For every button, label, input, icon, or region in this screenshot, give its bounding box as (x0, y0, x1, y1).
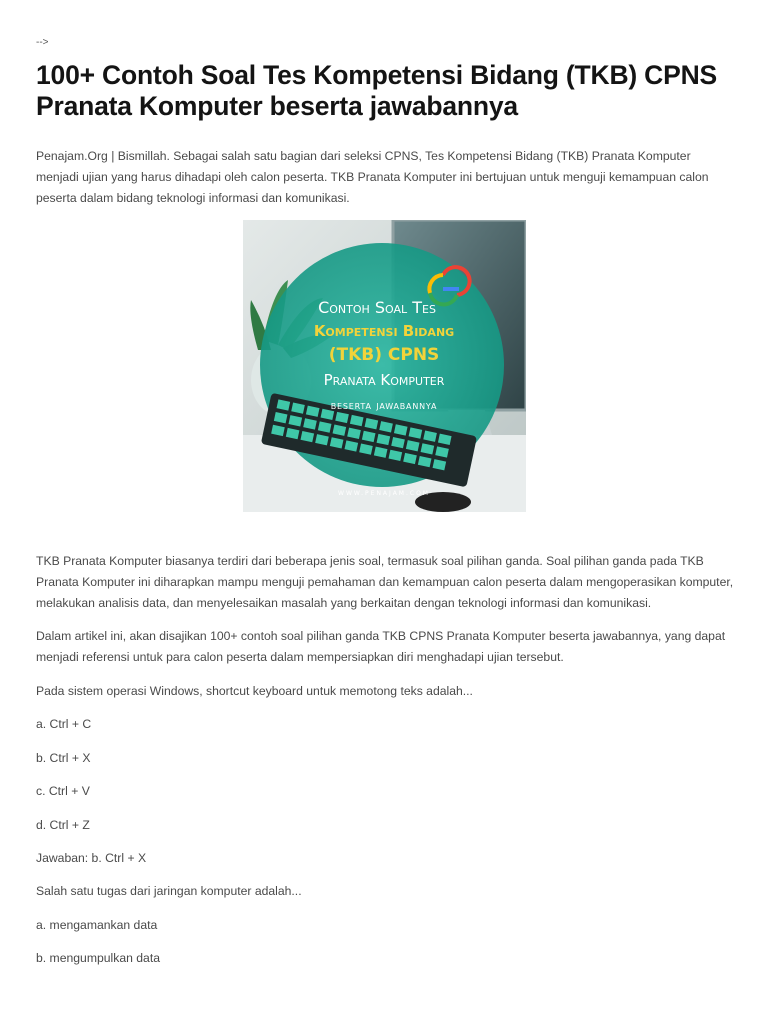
question-2-option-b: b. mengumpulkan data (36, 951, 160, 965)
paragraph-article-scope: Dalam artikel ini, akan disajikan 100+ contoh soal pilihan ganda TKB CPNS Pranata Komputer beserta jawabannya, yang dapat menjadi referensi untuk para calon peserta dalam mempersiapkan diri menghadapi ujian tersebut. (36, 629, 726, 664)
question-1-option-c: c. Ctrl + V (36, 784, 90, 798)
question-2-option-a: a. mengamankan data (36, 918, 158, 932)
hero-line-5: beserta jawabannya (330, 398, 438, 412)
hero-image (243, 220, 526, 512)
hero-line-4: Pranata Komputer (323, 371, 445, 389)
article-title: 100+ Contoh Soal Tes Kompetensi Bidang (TKB) CPNS Pranata Komputer beserta jawabannya (36, 60, 717, 121)
question-1-option-b: b. Ctrl + X (36, 751, 91, 765)
hero-line-3: (TKB) CPNS (328, 345, 440, 365)
question-1-answer: Jawaban: b. Ctrl + X (36, 851, 147, 865)
stray-comment-text: --> (36, 37, 49, 48)
question-1: Pada sistem operasi Windows, shortcut keyboard untuk memotong teks adalah... (36, 684, 473, 698)
hero-line-2: Kompetensi Bidang (313, 322, 455, 340)
hero-line-1: Contoh Soal Tes (318, 298, 436, 317)
question-1-option-d: d. Ctrl + Z (36, 818, 90, 832)
question-1-option-a: a. Ctrl + C (36, 717, 92, 731)
article-intro: Penajam.Org | Bismillah. Sebagai salah satu bagian dari seleksi CPNS, Tes Kompetensi Bidang (TKB) Pranata Komputer menjadi ujian yang harus dihadapi oleh calon peserta. TKB Pranata Komputer ini bertujuan untuk menguji kemampuan calon peserta dalam bidang teknologi informasi dan komunikasi. (36, 149, 709, 205)
question-2: Salah satu tugas dari jaringan komputer adalah... (36, 884, 302, 898)
paragraph-tkb-overview: TKB Pranata Komputer biasanya terdiri dari beberapa jenis soal, termasuk soal pilihan ganda. Soal pilihan ganda pada TKB Pranata Komputer ini diharapkan mampu menguji pemahaman dan kemampuan calon peserta dalam mengoperasikan komputer, melakukan analisis data, dan menyelesaikan masalah yang berkaitan dengan teknologi informasi dan komunikasi. (36, 554, 734, 610)
hero-watermark: WWW.PENAJAM.COM (338, 490, 430, 497)
